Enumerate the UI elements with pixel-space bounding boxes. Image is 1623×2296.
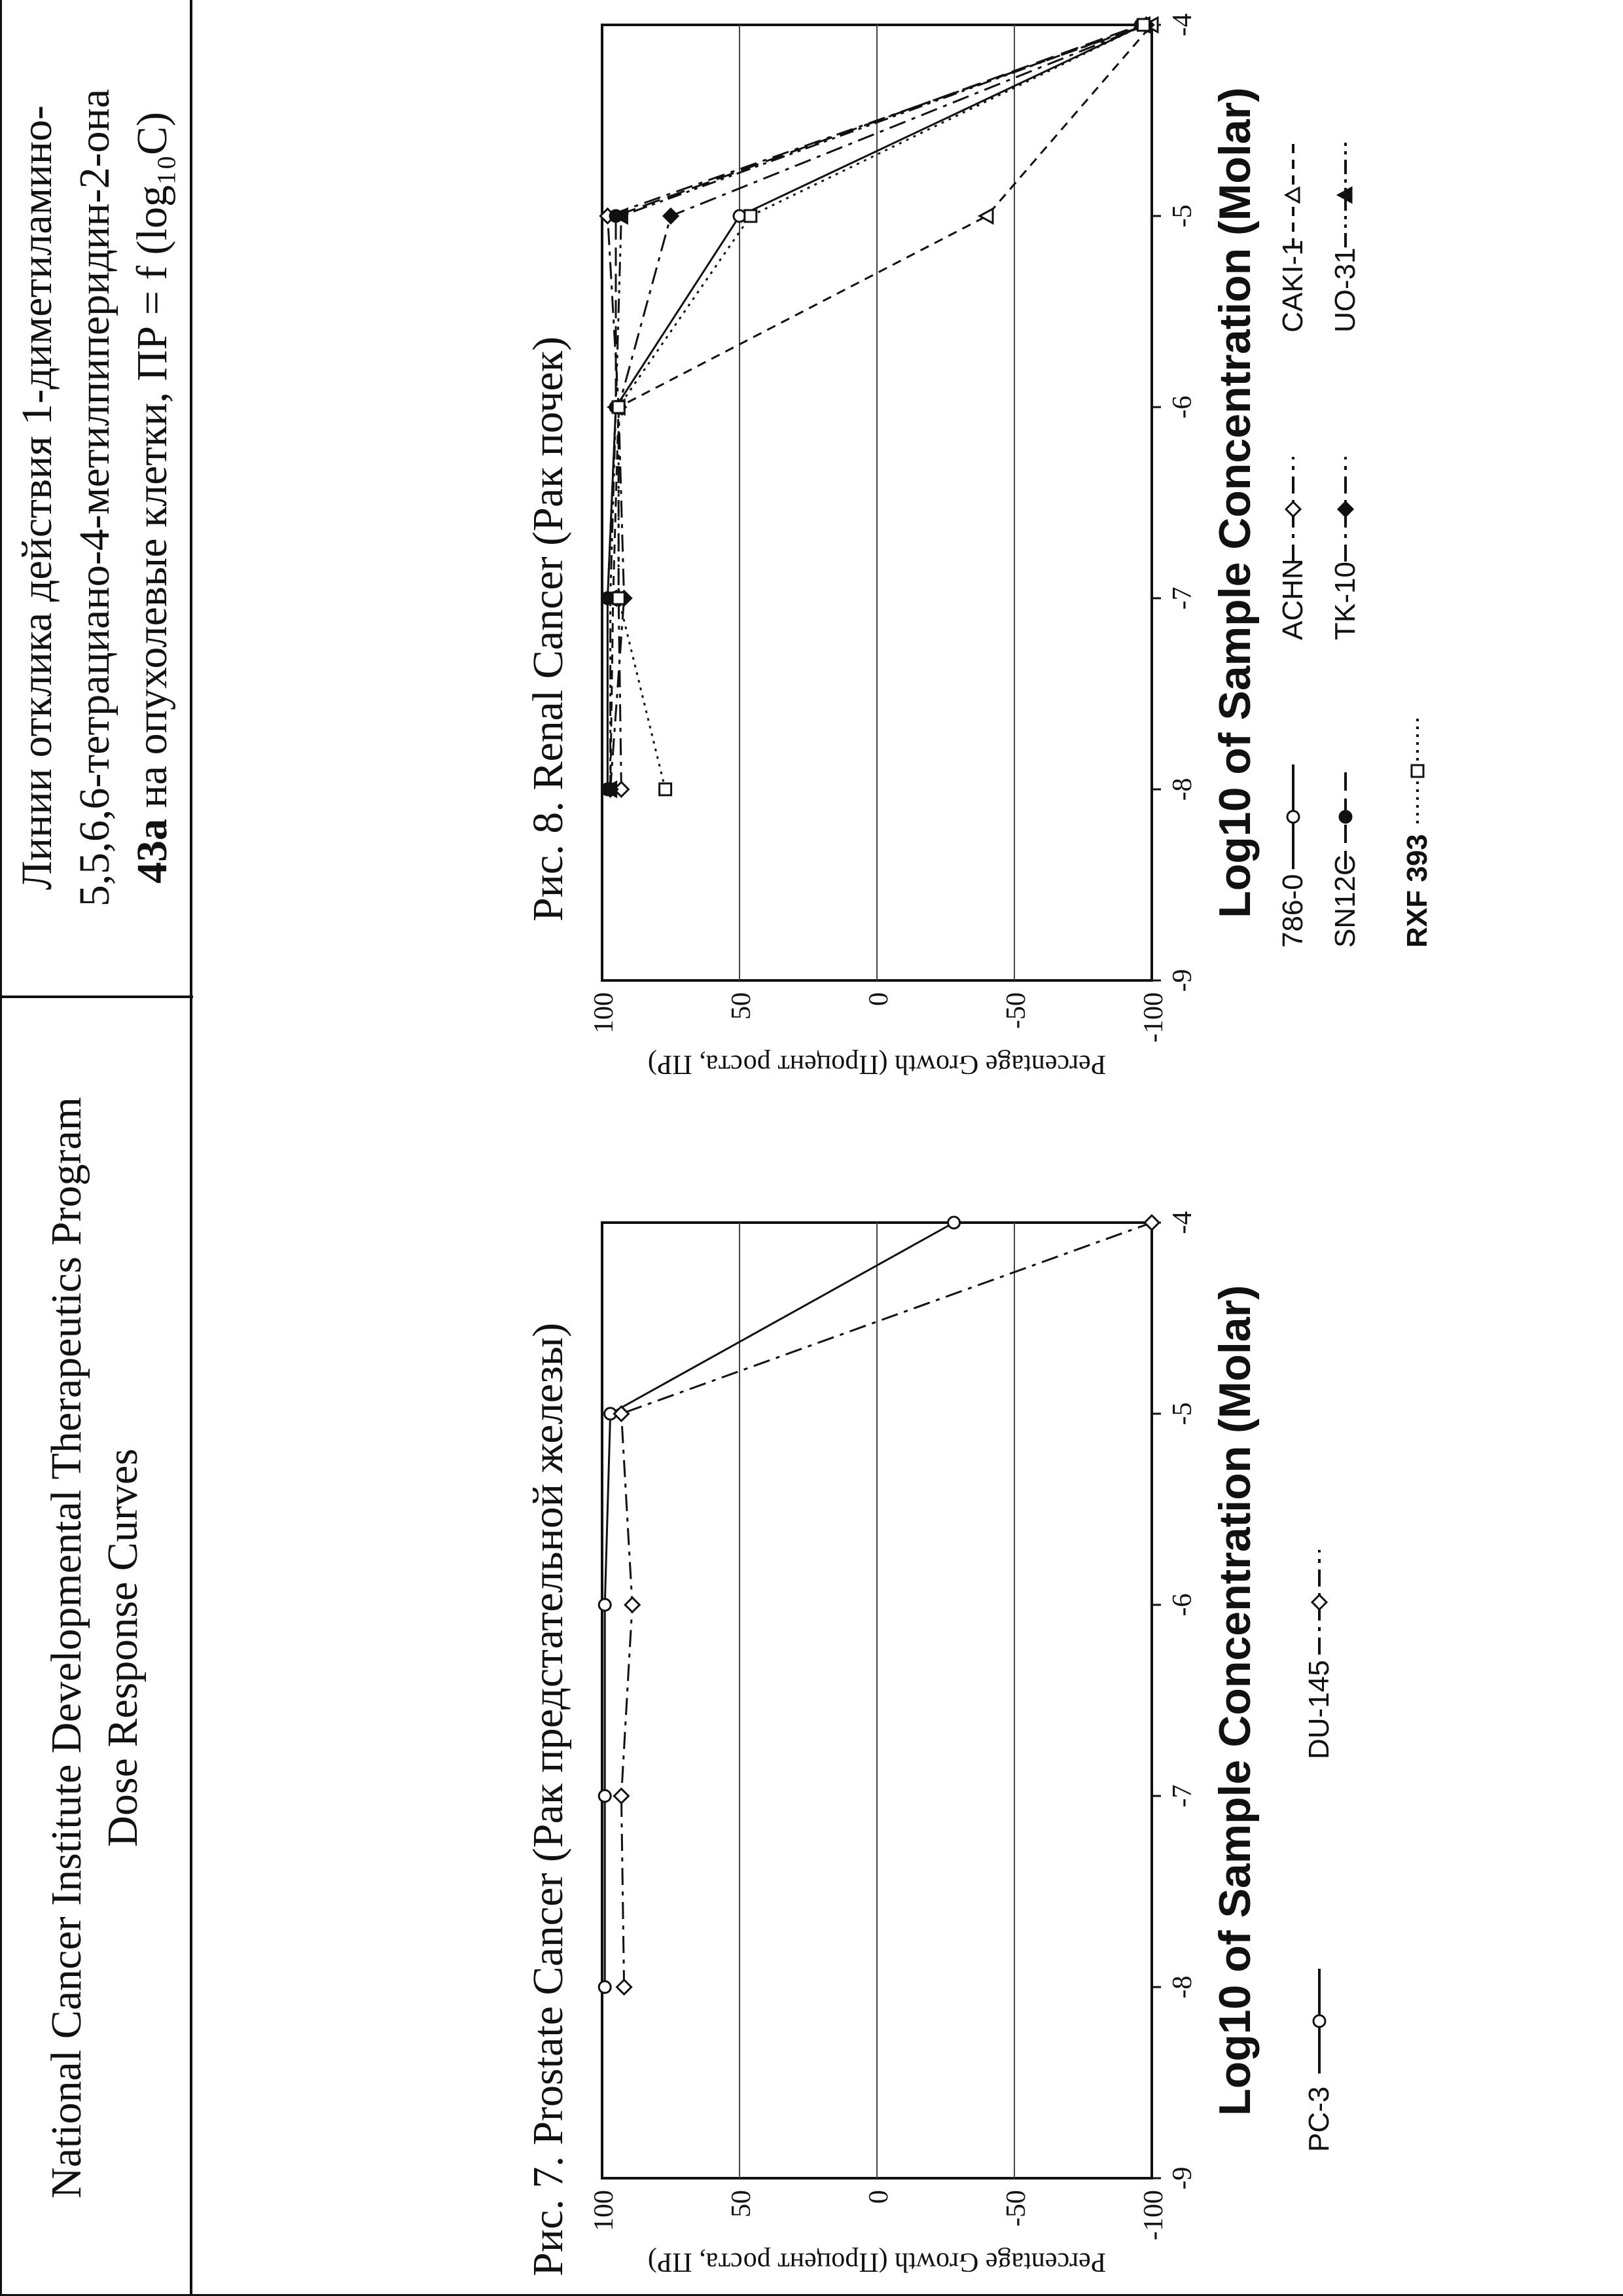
prostate-series-line-1 <box>621 1223 1152 1987</box>
renal-legend-label: RXF 393 <box>1401 834 1433 948</box>
renal-y-tick-label: 50 <box>726 992 757 1020</box>
renal-series-line-4 <box>611 25 1147 789</box>
prostate-legend-label: PC-3 <box>1303 2086 1335 2152</box>
prostate-legend-item <box>1303 1969 1335 2152</box>
renal-series-line-0 <box>607 25 1143 789</box>
prostate-plot-group <box>589 1211 1335 2278</box>
prostate-data-point <box>614 1407 628 1421</box>
prostate-x-tick-label: -8 <box>1168 1975 1198 1999</box>
renal-legend-item <box>1277 457 1309 640</box>
renal-data-point <box>1137 19 1149 31</box>
prostate-data-point <box>948 1217 960 1229</box>
prostate-x-tick-label: -4 <box>1168 1211 1198 1234</box>
prostate-x-axis-title: Log10 of Sample Concentration (Molar) <box>1210 1285 1260 2116</box>
renal-legend-item <box>1329 764 1361 948</box>
prostate-data-point <box>614 1789 628 1803</box>
prostate-y-axis-title: Percentage Growth (Процент роста, ПР) <box>647 2247 1107 2277</box>
renal-data-point <box>745 210 757 222</box>
prostate-legend-marker <box>1313 2015 1325 2027</box>
renal-series-line-6 <box>618 25 1143 789</box>
compound-code: 43а <box>128 819 176 884</box>
renal-data-point <box>613 401 624 413</box>
renal-legend-item <box>1329 143 1361 332</box>
prostate-series-line-0 <box>605 1223 954 1987</box>
prostate-x-tick-label: -9 <box>1168 2166 1198 2190</box>
renal-y-tick-label: -50 <box>1001 992 1031 1029</box>
renal-y-tick-label: -100 <box>1139 992 1169 1043</box>
renal-legend-marker <box>1287 811 1299 823</box>
prostate-legend-marker <box>1312 1595 1327 1609</box>
renal-legend-item <box>1401 719 1433 948</box>
renal-series-line-2 <box>611 25 1152 789</box>
renal-y-tick-label: 0 <box>864 992 894 1006</box>
renal-legend-label: 786-0 <box>1277 874 1309 948</box>
renal-x-tick-label: -4 <box>1168 13 1198 37</box>
prostate-y-tick-label: -50 <box>1001 2190 1031 2227</box>
renal-y-axis-title: Percentage Growth (Процент роста, ПР) <box>647 1049 1107 1079</box>
renal-legend-label: TK-10 <box>1329 562 1361 640</box>
prostate-y-tick-label: 0 <box>864 2190 894 2204</box>
header-right-line1: Линии отклика действия 1-диметиламино- <box>13 105 61 891</box>
chart-title-renal: Рис. 8. Renal Cancer (Рак почек) <box>524 336 572 922</box>
renal-data-point <box>664 209 678 223</box>
header-left-line1: National Cancer Institute Developmental Therapeutics Program <box>43 1096 90 2199</box>
renal-legend-item <box>1277 143 1309 332</box>
header-left-line2: Dose Response Curves <box>99 1448 147 1847</box>
prostate-data-point <box>599 1599 611 1611</box>
prostate-data-point <box>599 1790 611 1802</box>
renal-legend-item <box>1329 457 1361 640</box>
renal-data-point <box>980 209 993 223</box>
prostate-x-tick-label: -6 <box>1168 1593 1198 1617</box>
renal-y-tick-label: 100 <box>589 992 619 1033</box>
renal-legend-marker <box>1286 502 1300 516</box>
renal-plot-group <box>589 14 1433 1080</box>
prostate-x-tick-label: -5 <box>1168 1402 1198 1426</box>
prostate-data-point <box>617 1980 632 1994</box>
prostate-x-tick-label: -7 <box>1168 1784 1198 1808</box>
renal-data-point <box>660 783 671 795</box>
renal-x-tick-label: -7 <box>1168 586 1198 610</box>
renal-x-tick-label: -9 <box>1168 969 1198 992</box>
renal-legend-label: CAKI-1 <box>1277 240 1309 332</box>
prostate-data-point <box>625 1598 639 1612</box>
prostate-data-point <box>1145 1215 1159 1230</box>
renal-legend-label: ACHN <box>1277 558 1309 640</box>
header-right-line2: 5,5,6,6-тетрациано-4-метилпиперидин-2-она <box>71 88 118 907</box>
renal-series-line-3 <box>607 25 1141 789</box>
prostate-legend-label: DU-145 <box>1303 1660 1335 1759</box>
renal-legend-marker <box>1338 502 1353 516</box>
prostate-legend-item <box>1303 1550 1335 1759</box>
renal-legend-label: UO-31 <box>1329 247 1361 332</box>
prostate-y-tick-label: 50 <box>726 2190 757 2217</box>
renal-legend-item <box>1277 764 1309 948</box>
chart-title-prostate: Рис. 7. Prostate Cancer (Рак предстательной железы) <box>524 1323 572 2276</box>
renal-legend-label: SN12C <box>1329 855 1361 948</box>
header-right-line3-rest: на опухолевые клетки, ПР = f (log₁₀C) <box>128 112 176 819</box>
renal-x-tick-label: -8 <box>1168 778 1198 801</box>
renal-x-tick-label: -6 <box>1168 395 1198 419</box>
renal-data-point <box>613 592 624 604</box>
renal-x-axis-title: Log10 of Sample Concentration (Molar) <box>1210 87 1260 918</box>
renal-x-tick-label: -5 <box>1168 204 1198 228</box>
prostate-data-point <box>599 1981 611 1993</box>
prostate-y-tick-label: -100 <box>1139 2190 1169 2240</box>
renal-legend-marker <box>1340 811 1351 823</box>
renal-legend-marker <box>1412 765 1423 777</box>
prostate-y-tick-label: 100 <box>589 2190 619 2231</box>
